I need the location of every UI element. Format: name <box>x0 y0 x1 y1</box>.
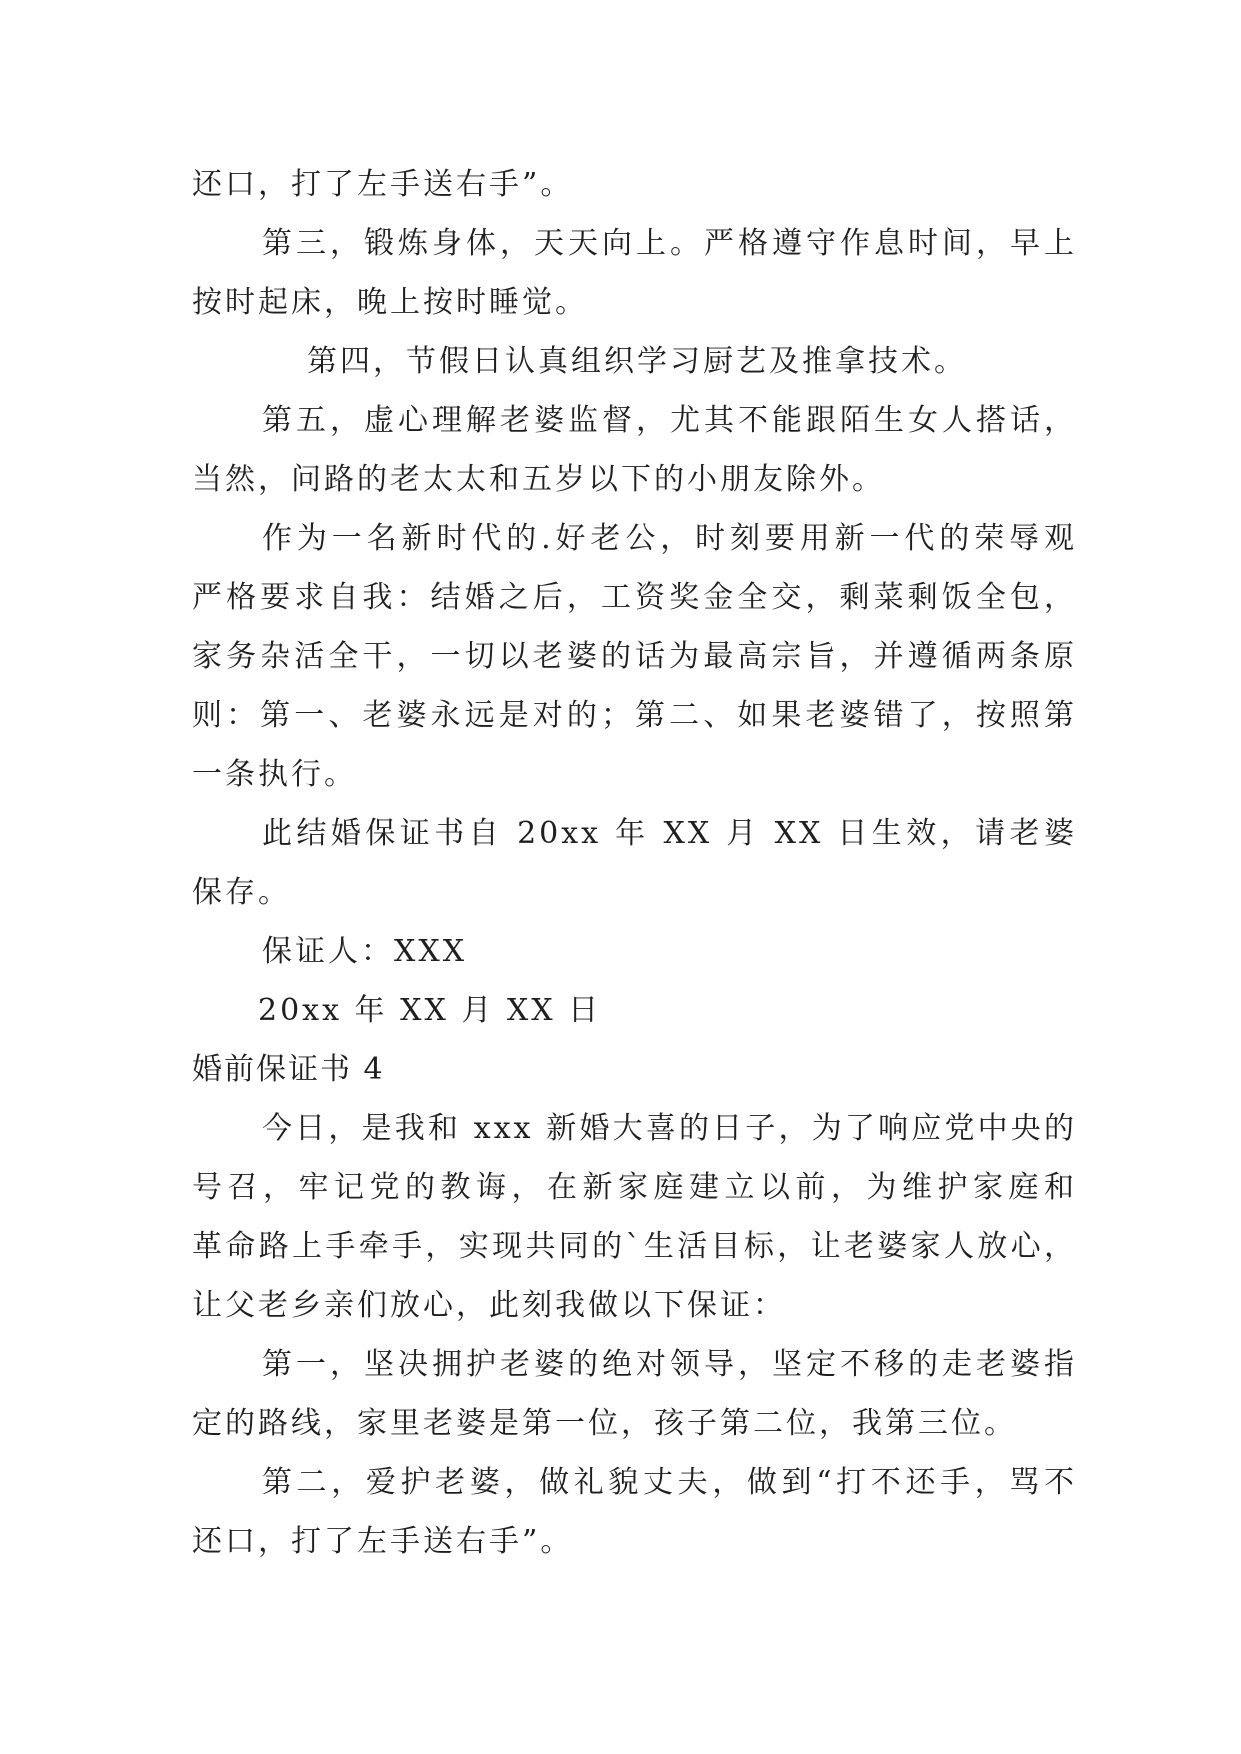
text-line: 今日，是我和 xxx 新婚大喜的日子，为了响应党中央的 <box>262 1111 1077 1146</box>
text-line: 还口，打了左手送右手”。 <box>192 1524 574 1559</box>
text-line: 严格要求自我：结婚之后，工资奖金全交，剩菜剩饭全包， <box>192 580 1077 615</box>
text-line: 家务杂活全干，一切以老婆的话为最高宗旨，并遵循两条原 <box>192 639 1077 674</box>
signature-line: 保证人：XXX <box>262 934 468 969</box>
text-line: 第二，爱护老婆，做礼貌丈夫，做到“打不还手，骂不 <box>262 1465 1077 1500</box>
text-line: 革命路上手牵手，实现共同的`生活目标，让老婆家人放心， <box>192 1229 1077 1264</box>
text-line: 当然，问路的老太太和五岁以下的小朋友除外。 <box>192 462 885 497</box>
text-line: 按时起床，晚上按时睡觉。 <box>192 285 588 320</box>
date-line: 20xx 年 XX 月 XX 日 <box>258 993 602 1028</box>
text-line: 此结婚保证书自 20xx 年 XX 月 XX 日生效，请老婆 <box>262 816 1077 851</box>
text-line: 让父老乡亲们放心，此刻我做以下保证： <box>192 1288 786 1323</box>
text-line: 保存。 <box>192 875 291 910</box>
section-heading: 婚前保证书 4 <box>192 1052 385 1087</box>
text-line: 一条执行。 <box>192 757 357 792</box>
text-line: 号召，牢记党的教诲，在新家庭建立以前，为维护家庭和 <box>192 1170 1077 1205</box>
text-line: 还口，打了左手送右手”。 <box>192 167 574 202</box>
document-body <box>192 155 1077 1571</box>
text-line: 第一，坚决拥护老婆的绝对领导，坚定不移的走老婆指 <box>262 1347 1077 1382</box>
text-line: 第四，节假日认真组织学习厨艺及推拿技术。 <box>307 344 967 379</box>
text-line: 作为一名新时代的.好老公，时刻要用新一代的荣辱观 <box>262 521 1077 556</box>
text-line: 定的路线，家里老婆是第一位，孩子第二位，我第三位。 <box>192 1406 1017 1441</box>
text-line: 第三，锻炼身体，天天向上。严格遵守作息时间，早上 <box>262 226 1077 261</box>
text-line: 则：第一、老婆永远是对的；第二、如果老婆错了，按照第 <box>192 698 1077 733</box>
text-line: 第五，虚心理解老婆监督，尤其不能跟陌生女人搭话， <box>262 403 1077 438</box>
